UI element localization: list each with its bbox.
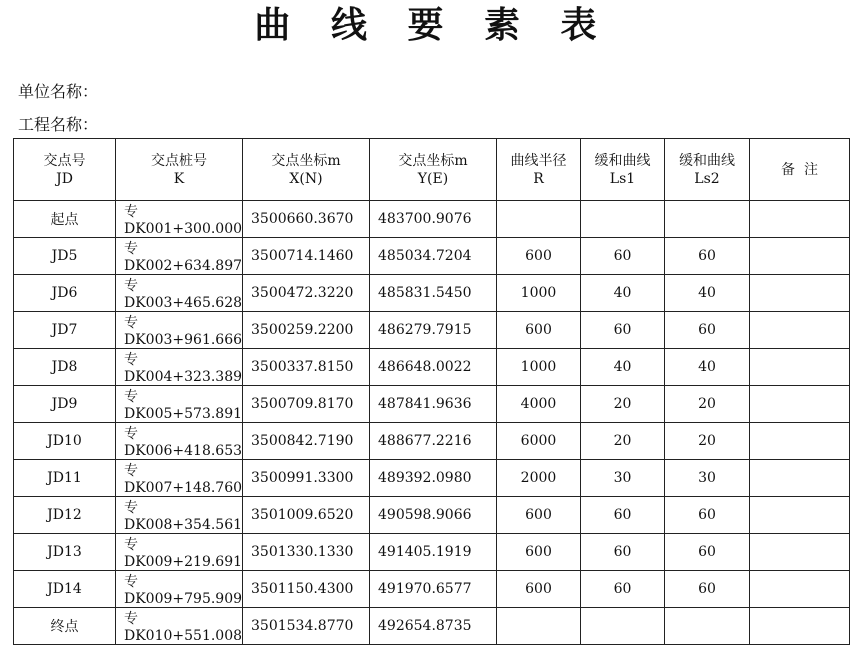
cell-x: 3501330.1330 [243,534,370,571]
cell-x: 3501150.4300 [243,571,370,608]
cell-k: 专DK009+219.691 [116,534,243,571]
cell-x: 3500991.3300 [243,460,370,497]
cell-ls1: 20 [581,423,665,460]
cell-jd: JD12 [14,497,116,534]
cell-x: 3500337.8150 [243,349,370,386]
unit-name-label: 单位名称： [18,82,99,101]
cell-ls2: 40 [665,349,750,386]
table-row [14,238,850,275]
cell-jd: JD9 [14,386,116,423]
cell-r: 2000 [497,460,581,497]
cell-r: 600 [497,497,581,534]
cell-r: 600 [497,238,581,275]
cell-ls1: 60 [581,238,665,275]
cell-ls2: 60 [665,312,750,349]
cell-note [750,201,850,238]
cell-y: 490598.9066 [370,497,497,534]
header-ls2: 缓和曲线 Ls2 [665,139,750,201]
cell-k: 专DK004+323.389 [116,349,243,386]
header-r: 曲线半径 R [497,139,581,201]
cell-x: 3500842.7190 [243,423,370,460]
cell-jd: JD7 [14,312,116,349]
cell-jd: JD8 [14,349,116,386]
cell-r: 1000 [497,349,581,386]
table-row [14,608,850,645]
cell-ls2: 30 [665,460,750,497]
cell-y: 487841.9636 [370,386,497,423]
cell-note [750,386,850,423]
cell-jd: JD11 [14,460,116,497]
table-row [14,571,850,608]
header-jd: 交点号 JD [14,139,116,201]
table-row [14,534,850,571]
cell-ls1: 60 [581,312,665,349]
cell-ls1 [581,201,665,238]
cell-ls2 [665,608,750,645]
table-row [14,460,850,497]
table-row [14,275,850,312]
cell-y: 486279.7915 [370,312,497,349]
cell-k: 专DK006+418.653 [116,423,243,460]
cell-x: 3501534.8770 [243,608,370,645]
cell-y: 491970.6577 [370,571,497,608]
cell-ls2: 60 [665,534,750,571]
cell-ls2: 20 [665,423,750,460]
cell-k: 专DK005+573.891 [116,386,243,423]
cell-k: 专DK002+634.897 [116,238,243,275]
table-row [14,312,850,349]
cell-ls2: 60 [665,571,750,608]
cell-r [497,201,581,238]
cell-note [750,275,850,312]
cell-r: 600 [497,312,581,349]
cell-x: 3501009.6520 [243,497,370,534]
cell-note [750,497,850,534]
cell-y: 492654.8735 [370,608,497,645]
cell-jd: JD6 [14,275,116,312]
cell-r [497,608,581,645]
header-ls1: 缓和曲线 Ls1 [581,139,665,201]
cell-y: 491405.1919 [370,534,497,571]
cell-y: 486648.0022 [370,349,497,386]
table-row [14,423,850,460]
cell-jd: JD13 [14,534,116,571]
cell-k: 专DK003+961.666 [116,312,243,349]
cell-note [750,238,850,275]
cell-r: 600 [497,534,581,571]
cell-k: 专DK001+300.000 [116,201,243,238]
cell-k: 专DK003+465.628 [116,275,243,312]
cell-jd: 终点 [14,608,116,645]
table-row [14,349,850,386]
cell-x: 3500472.3220 [243,275,370,312]
cell-ls2: 60 [665,238,750,275]
project-name-label: 工程名称： [18,115,99,134]
header-k: 交点桩号 K [116,139,243,201]
table-row [14,497,850,534]
cell-jd: 起点 [14,201,116,238]
cell-ls1: 40 [581,349,665,386]
header-x: 交点坐标m X(N) [243,139,370,201]
cell-note [750,423,850,460]
cell-k: 专DK010+551.008 [116,608,243,645]
cell-y: 485831.5450 [370,275,497,312]
cell-r: 6000 [497,423,581,460]
cell-k: 专DK009+795.909 [116,571,243,608]
cell-note [750,608,850,645]
header-y: 交点坐标m Y(E) [370,139,497,201]
cell-x: 3500660.3670 [243,201,370,238]
cell-r: 600 [497,571,581,608]
cell-y: 483700.9076 [370,201,497,238]
cell-ls1: 60 [581,534,665,571]
cell-jd: JD14 [14,571,116,608]
table-header-row [14,139,850,201]
cell-note [750,349,850,386]
header-note: 备 注 [750,139,850,201]
table-row [14,201,850,238]
cell-ls1: 30 [581,460,665,497]
cell-jd: JD5 [14,238,116,275]
cell-jd: JD10 [14,423,116,460]
cell-note [750,534,850,571]
cell-ls2: 20 [665,386,750,423]
cell-ls2: 60 [665,497,750,534]
cell-y: 488677.2216 [370,423,497,460]
cell-x: 3500714.1460 [243,238,370,275]
cell-x: 3500709.8170 [243,386,370,423]
cell-ls1 [581,608,665,645]
cell-ls1: 60 [581,571,665,608]
cell-ls2 [665,201,750,238]
cell-note [750,571,850,608]
cell-ls1: 20 [581,386,665,423]
cell-y: 485034.7204 [370,238,497,275]
cell-note [750,460,850,497]
table-row [14,386,850,423]
document-title: 曲 线 要 素 表 [254,5,611,46]
cell-x: 3500259.2200 [243,312,370,349]
cell-note [750,312,850,349]
cell-y: 489392.0980 [370,460,497,497]
cell-k: 专DK008+354.561 [116,497,243,534]
curve-elements-table [13,138,850,645]
cell-r: 4000 [497,386,581,423]
cell-ls1: 60 [581,497,665,534]
cell-r: 1000 [497,275,581,312]
cell-k: 专DK007+148.760 [116,460,243,497]
cell-ls2: 40 [665,275,750,312]
cell-ls1: 40 [581,275,665,312]
